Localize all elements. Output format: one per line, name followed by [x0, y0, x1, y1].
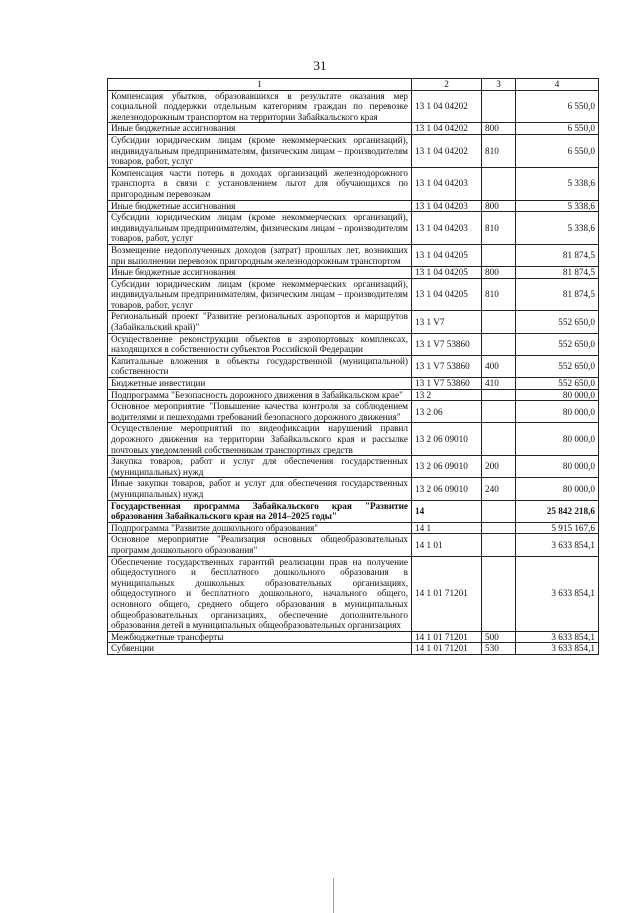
amount-cell: 5 915 167,6	[516, 522, 599, 534]
expense-type-cell	[482, 389, 516, 401]
expense-type-cell: 500	[482, 631, 516, 643]
code-cell: 14 1 01 71201	[412, 631, 482, 643]
table-row	[108, 212, 599, 245]
name-cell: Подпрограмма "Развитие дошкольного образования"	[108, 522, 412, 534]
name-cell: Закупка товаров, работ и услуг для обеспечения государственных (муниципальных) нужд	[108, 456, 412, 478]
amount-cell: 5 338,6	[516, 167, 599, 200]
expense-type-cell	[482, 244, 516, 266]
code-cell: 13 1 04 04205	[412, 244, 482, 266]
code-cell: 13 2 06	[412, 401, 482, 423]
expense-type-cell: 810	[482, 212, 516, 245]
amount-cell: 552 650,0	[516, 311, 599, 333]
amount-cell: 3 633 854,1	[516, 556, 599, 631]
table-row	[108, 278, 599, 311]
expense-type-cell: 400	[482, 355, 516, 377]
code-cell: 13 1 04 04202	[412, 123, 482, 135]
expense-type-cell: 240	[482, 478, 516, 500]
expense-type-cell: 810	[482, 278, 516, 311]
code-cell: 14 1 01 71201	[412, 643, 482, 655]
code-cell: 13 1 V7 53860	[412, 378, 482, 390]
table-row	[108, 267, 599, 279]
table-row	[108, 556, 599, 631]
code-cell: 14	[412, 500, 482, 522]
name-cell: Иные бюджетные ассигнования	[108, 267, 412, 279]
code-cell: 13 1 04 04205	[412, 278, 482, 311]
name-cell: Бюджетные инвестиции	[108, 378, 412, 390]
amount-cell: 6 550,0	[516, 134, 599, 167]
table-row	[108, 478, 599, 500]
name-cell: Иные закупки товаров, работ и услуг для обеспечения государственных (муниципальных) нужд	[108, 478, 412, 500]
table-header-row	[108, 79, 599, 91]
expense-type-cell	[482, 311, 516, 333]
code-cell: 14 1 01 71201	[412, 556, 482, 631]
code-cell: 13 1 04 04202	[412, 134, 482, 167]
header-cell-name: 1	[108, 79, 412, 91]
name-cell: Капитальные вложения в объекты государственной (муниципальной) собственности	[108, 355, 412, 377]
table-row	[108, 244, 599, 266]
table-row	[108, 355, 599, 377]
code-cell: 13 2	[412, 389, 482, 401]
code-cell: 13 2 06 09010	[412, 478, 482, 500]
amount-cell: 81 874,5	[516, 267, 599, 279]
table-row	[108, 456, 599, 478]
code-cell: 13 1 04 04203	[412, 200, 482, 212]
table-row	[108, 423, 599, 456]
expense-type-cell	[482, 500, 516, 522]
expense-type-cell	[482, 167, 516, 200]
table-row	[108, 167, 599, 200]
header-cell-amount: 4	[516, 79, 599, 91]
budget-table-body	[108, 79, 599, 655]
table-row	[108, 643, 599, 655]
code-cell: 13 1 04 04205	[412, 267, 482, 279]
amount-cell: 80 000,0	[516, 478, 599, 500]
expense-type-cell	[482, 401, 516, 423]
amount-cell: 5 338,6	[516, 212, 599, 245]
amount-cell: 6 550,0	[516, 123, 599, 135]
name-cell: Осуществление мероприятий по видеофиксации нарушений правил дорожного движения на территории Забайкальского края и рассылке почтовых уведомлений собственникам транспортных средств	[108, 423, 412, 456]
expense-type-cell	[482, 556, 516, 631]
amount-cell: 3 633 854,1	[516, 643, 599, 655]
expense-type-cell	[482, 522, 516, 534]
code-cell: 14 1 01	[412, 534, 482, 556]
table-row	[108, 90, 599, 123]
header-cell-type: 3	[482, 79, 516, 91]
table-row	[108, 389, 599, 401]
name-cell: Компенсация части потерь в доходах организаций железнодорожного транспорта в связи с установлением льгот для обучающихся по пригородным перевозкам	[108, 167, 412, 200]
table-row	[108, 134, 599, 167]
expense-type-cell: 530	[482, 643, 516, 655]
table-row	[108, 522, 599, 534]
expense-type-cell	[482, 423, 516, 456]
amount-cell: 81 874,5	[516, 244, 599, 266]
code-cell: 13 1 04 04203	[412, 212, 482, 245]
name-cell: Возмещение недополученных доходов (затрат) прошлых лет, возникших при выполнении перевозок пригородным железнодорожным транспортом	[108, 244, 412, 266]
name-cell: Иные бюджетные ассигнования	[108, 200, 412, 212]
table-row	[108, 378, 599, 390]
code-cell: 13 2 06 09010	[412, 423, 482, 456]
header-cell-code: 2	[412, 79, 482, 91]
name-cell: Подпрограмма "Безопасность дорожного движения в Забайкальском крае"	[108, 389, 412, 401]
name-cell: Компенсация убытков, образовавшихся в результате оказания мер социальной поддержки отдельным категориям граждан по перевозке железнодорожным транспортом на территории Забайкальского края	[108, 90, 412, 123]
scan-fold-mark	[333, 878, 334, 913]
amount-cell: 3 633 854,1	[516, 534, 599, 556]
table-row	[108, 500, 599, 522]
name-cell: Иные бюджетные ассигнования	[108, 123, 412, 135]
code-cell: 13 1 V7 53860	[412, 333, 482, 355]
name-cell: Обеспечение государственных гарантий реализации прав на получение общедоступного и бесплатного дошкольного образования в муниципальных дошкольных образовательных организациях, общедоступного и бесплатного дошкольного, начального общего, основного общего, среднего общего образования в муниципальных общеобразовательных организациях, обеспечение дополнительного образования детей в муниципальных общеобразовательных организациях	[108, 556, 412, 631]
page-number: 31	[313, 58, 327, 73]
expense-type-cell	[482, 90, 516, 123]
table-row	[108, 631, 599, 643]
code-cell: 13 2 06 09010	[412, 456, 482, 478]
amount-cell: 3 633 854,1	[516, 631, 599, 643]
code-cell: 14 1	[412, 522, 482, 534]
name-cell: Субсидии юридическим лицам (кроме некоммерческих организаций), индивидуальным предпринимателям, физическим лицам – производителям товаров, работ, услуг	[108, 278, 412, 311]
name-cell: Осуществление реконструкции объектов в аэропортовых комплексах, находящихся в собственности субъектов Российской Федерации	[108, 333, 412, 355]
budget-table	[107, 78, 599, 655]
name-cell: Субвенции	[108, 643, 412, 655]
expense-type-cell: 200	[482, 456, 516, 478]
expense-type-cell	[482, 534, 516, 556]
name-cell: Региональный проект "Развитие региональных аэропортов и маршрутов (Забайкальский край)"	[108, 311, 412, 333]
table-row	[108, 311, 599, 333]
amount-cell: 80 000,0	[516, 401, 599, 423]
code-cell: 13 1 V7 53860	[412, 355, 482, 377]
name-cell: Субсидии юридическим лицам (кроме некоммерческих организаций), индивидуальным предпринимателям, физическим лицам – производителям товаров, работ, услуг	[108, 134, 412, 167]
amount-cell: 6 550,0	[516, 90, 599, 123]
name-cell: Основное мероприятие "Повышение качества контроля за соблюдением водителями и пешеходами требований безопасного дорожного движения"	[108, 401, 412, 423]
expense-type-cell: 800	[482, 123, 516, 135]
code-cell: 13 1 V7	[412, 311, 482, 333]
name-cell: Государственная программа Забайкальского края "Развитие образования Забайкальского края на 2014–2025 годы"	[108, 500, 412, 522]
amount-cell: 552 650,0	[516, 333, 599, 355]
name-cell: Межбюджетные трансферты	[108, 631, 412, 643]
expense-type-cell: 410	[482, 378, 516, 390]
name-cell: Субсидии юридическим лицам (кроме некоммерческих организаций), индивидуальным предпринимателям, физическим лицам – производителям товаров, работ, услуг	[108, 212, 412, 245]
expense-type-cell: 800	[482, 200, 516, 212]
table-row	[108, 200, 599, 212]
amount-cell: 5 338,6	[516, 200, 599, 212]
table-row	[108, 333, 599, 355]
name-cell: Основное мероприятие "Реализация основных общеобразовательных программ дошкольного образования"	[108, 534, 412, 556]
amount-cell: 552 650,0	[516, 378, 599, 390]
amount-cell: 81 874,5	[516, 278, 599, 311]
expense-type-cell: 810	[482, 134, 516, 167]
code-cell: 13 1 04 04202	[412, 90, 482, 123]
amount-cell: 552 650,0	[516, 355, 599, 377]
expense-type-cell: 800	[482, 267, 516, 279]
amount-cell: 80 000,0	[516, 389, 599, 401]
expense-type-cell	[482, 333, 516, 355]
amount-cell: 25 842 218,6	[516, 500, 599, 522]
table-row	[108, 534, 599, 556]
amount-cell: 80 000,0	[516, 456, 599, 478]
table-row	[108, 123, 599, 135]
code-cell: 13 1 04 04203	[412, 167, 482, 200]
amount-cell: 80 000,0	[516, 423, 599, 456]
table-row	[108, 401, 599, 423]
